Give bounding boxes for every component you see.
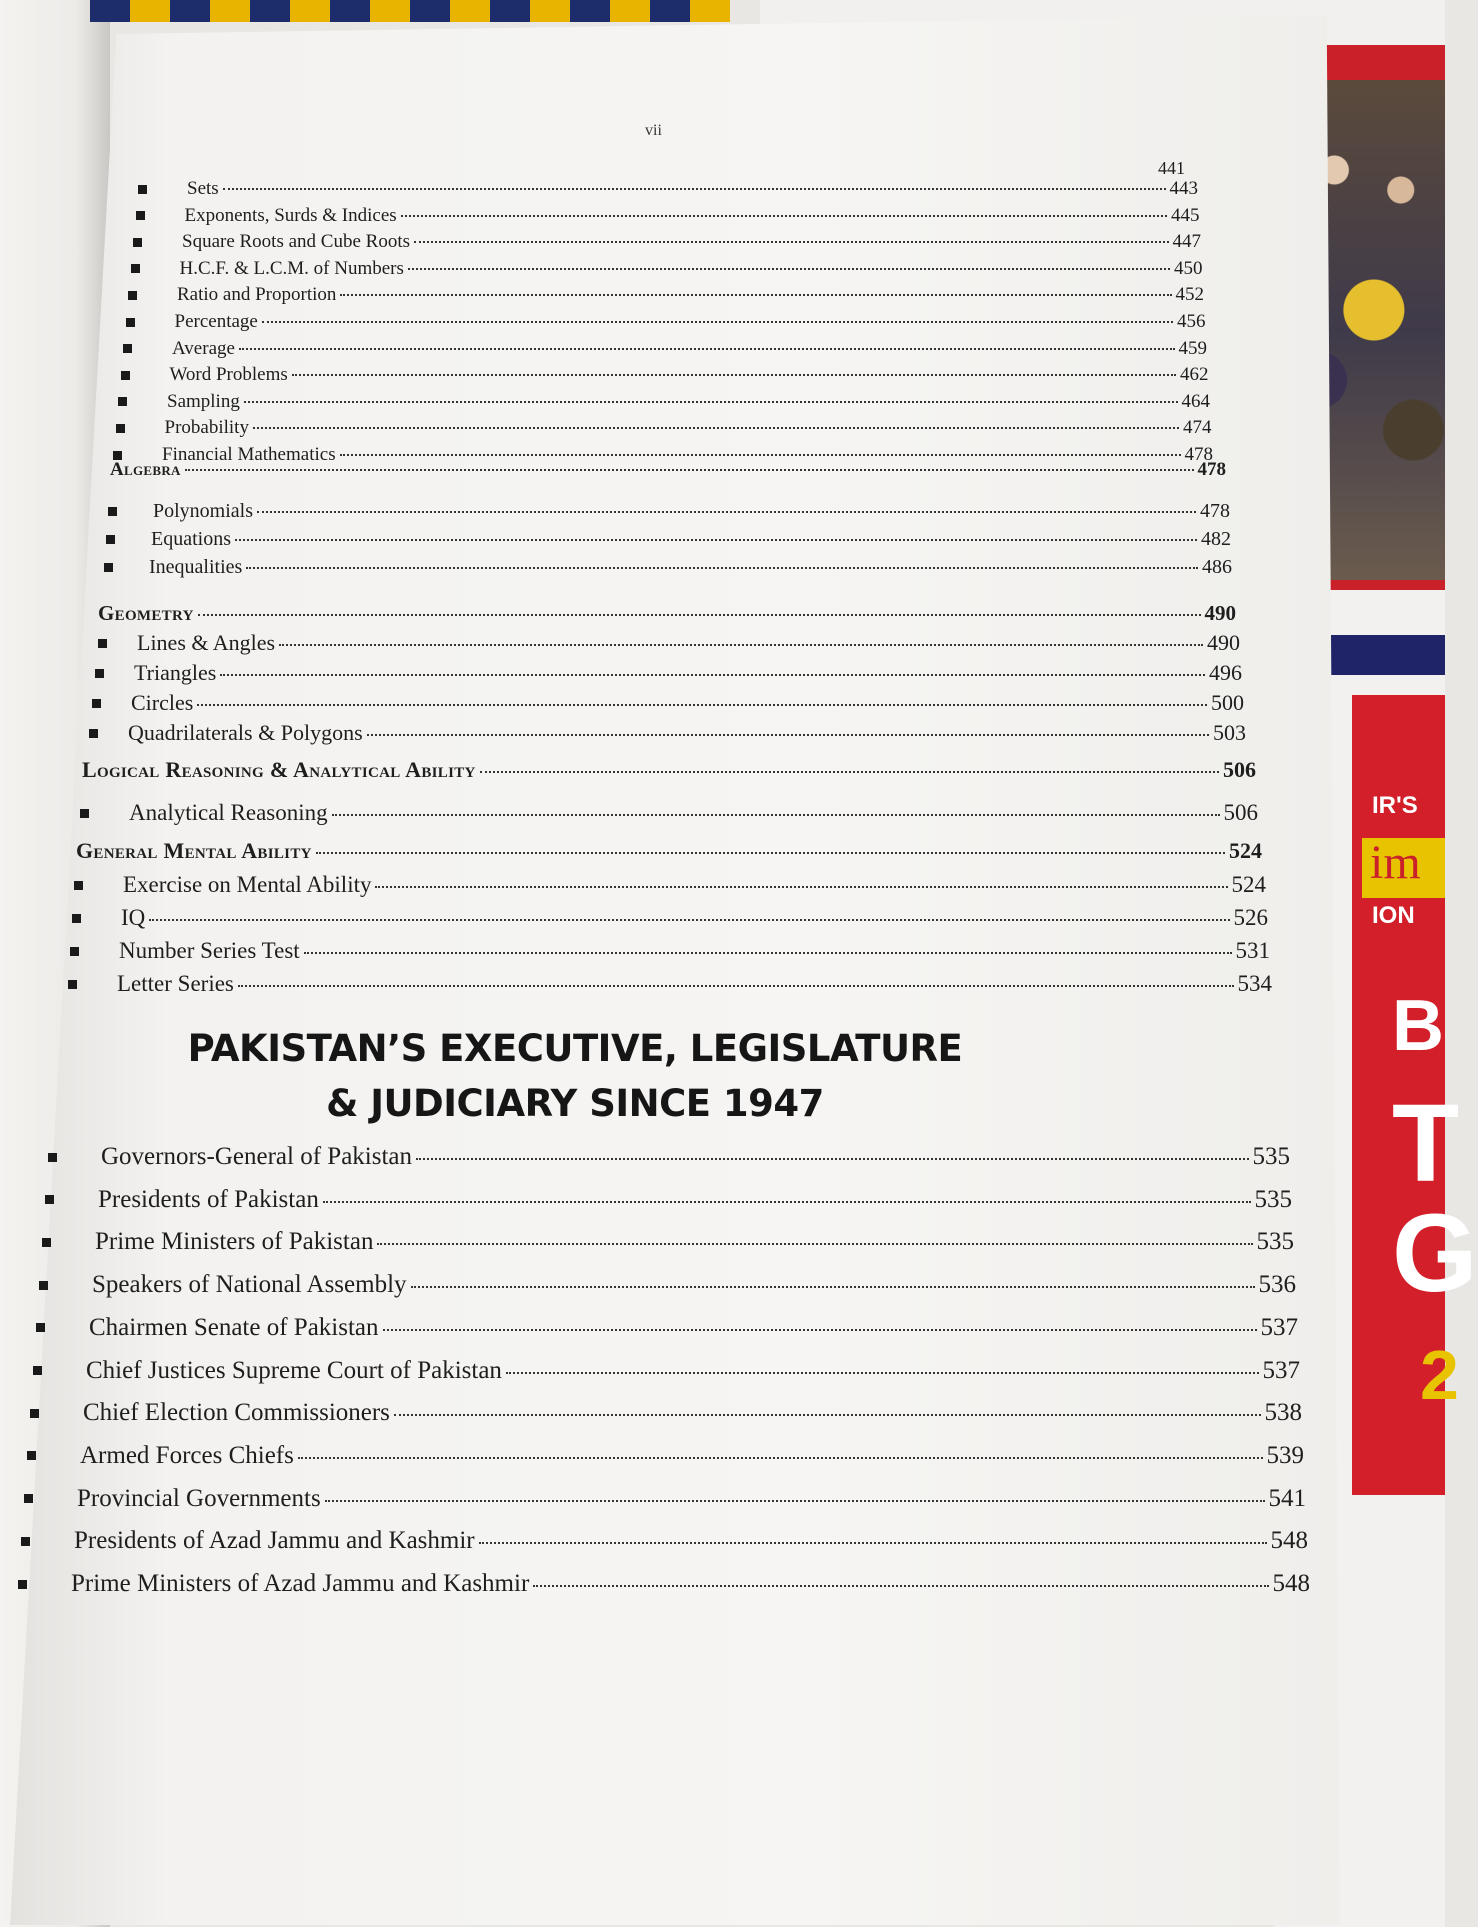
- toc-entry: [106, 528, 1231, 551]
- bullet-icon: [92, 699, 101, 708]
- bullet-icon: [33, 1366, 42, 1375]
- bullet-icon: [123, 344, 132, 353]
- bullet-icon: [104, 563, 113, 572]
- bullet-icon: [98, 639, 107, 648]
- entry-label: Square Roots and Cube Roots: [182, 231, 410, 253]
- entry-page-number: 478: [1184, 444, 1213, 465]
- leader-dots: [414, 241, 1169, 243]
- leader-dots: [479, 1542, 1267, 1544]
- bullet-icon: [36, 1323, 45, 1332]
- entry-page-number: 447: [1172, 231, 1201, 253]
- bullet-icon: [136, 211, 145, 220]
- leader-dots: [401, 215, 1167, 217]
- leader-dots: [253, 427, 1179, 429]
- bullet-icon: [24, 1494, 33, 1503]
- toc-entry: [138, 178, 1198, 200]
- section-title-line2: & JUDICIARY SINCE 1947: [326, 1082, 824, 1125]
- entry-page-number: 534: [1237, 971, 1272, 996]
- bullet-icon: [121, 371, 130, 380]
- entry-page-number: 452: [1175, 284, 1204, 306]
- toc-entry: [126, 311, 1206, 333]
- leader-dots: [375, 886, 1227, 888]
- book-text-4: B: [1392, 986, 1444, 1066]
- entry-page-number: 500: [1211, 690, 1244, 715]
- entry-page-number: 524: [1231, 872, 1266, 897]
- entry-label: Quadrilaterals & Polygons: [128, 720, 363, 745]
- toc-entry: [131, 258, 1203, 280]
- leader-dots: [197, 704, 1207, 706]
- entry-label: Chairmen Senate of Pakistan: [89, 1313, 379, 1341]
- leader-dots: [340, 454, 1181, 456]
- entry-label: Probability: [164, 417, 249, 439]
- entry-label: Exponents, Surds & Indices: [184, 204, 397, 226]
- leader-dots: [533, 1585, 1268, 1587]
- toc-entry: [118, 391, 1210, 413]
- entry-label: Percentage: [174, 311, 258, 332]
- entry-page-number: 531: [1235, 938, 1270, 963]
- toc-heading-logical-reasoning: [82, 757, 1256, 783]
- bullet-icon: [95, 669, 104, 678]
- entry-page-number: 506: [1223, 800, 1258, 825]
- leader-dots: [198, 614, 1201, 616]
- toc-entry: [68, 971, 1272, 997]
- entry-label: Ratio and Proportion: [177, 284, 337, 306]
- entry-page-number: 524: [1229, 838, 1262, 863]
- leader-dots: [408, 268, 1170, 270]
- leader-dots: [383, 1329, 1257, 1331]
- entry-label: IQ: [121, 905, 146, 930]
- entry-page-number: 486: [1202, 556, 1232, 578]
- entry-label: Inequalities: [149, 556, 243, 578]
- overflow-page-number: 441: [1158, 158, 1185, 178]
- leader-dots: [394, 1414, 1261, 1416]
- entry-page-number: 474: [1183, 417, 1212, 439]
- leader-dots: [279, 644, 1203, 646]
- toc-entry: [45, 1186, 1292, 1214]
- entry-page-number: 503: [1213, 720, 1246, 745]
- entry-page-number: 462: [1180, 364, 1209, 386]
- leader-dots: [323, 1201, 1251, 1203]
- entry-page-number: 541: [1268, 1484, 1306, 1512]
- entry-label: Exercise on Mental Ability: [123, 872, 372, 897]
- bullet-icon: [27, 1451, 36, 1460]
- entry-label: Presidents of Azad Jammu and Kashmir: [74, 1527, 475, 1555]
- toc-entry: [74, 872, 1266, 898]
- leader-dots: [239, 348, 1175, 350]
- entry-label: Analytical Reasoning: [129, 800, 328, 825]
- toc-entry: [121, 364, 1209, 386]
- toc-entry: [42, 1228, 1294, 1256]
- toc-entry: [116, 417, 1212, 439]
- entry-page-number: 490: [1207, 630, 1240, 655]
- toc-entry: [80, 800, 1258, 826]
- leader-dots: [367, 734, 1209, 736]
- entry-page-number: 548: [1270, 1527, 1308, 1555]
- toc-entry: [18, 1570, 1310, 1598]
- toc-entry: [123, 338, 1207, 360]
- book-text-3: ION: [1372, 902, 1415, 929]
- toc-entry: [27, 1442, 1304, 1470]
- entry-label: Chief Justices Supreme Court of Pakistan: [86, 1356, 502, 1384]
- entry-label: Presidents of Pakistan: [98, 1185, 319, 1213]
- toc-entry: [21, 1527, 1308, 1555]
- book-text-6: G: [1392, 1192, 1478, 1315]
- toc-entry: [70, 938, 1270, 964]
- toc-entry: [136, 205, 1200, 227]
- leader-dots: [220, 674, 1205, 676]
- leader-dots: [304, 952, 1232, 954]
- entry-page-number: 464: [1181, 390, 1210, 412]
- entry-label: Word Problems: [169, 364, 288, 386]
- entry-page-number: 535: [1256, 1228, 1294, 1256]
- entry-page-number: 537: [1262, 1356, 1300, 1384]
- toc-entry: [39, 1271, 1296, 1299]
- section-title-line1: PAKISTAN’S EXECUTIVE, LEGISLATURE: [187, 1027, 963, 1070]
- entry-label: Armed Forces Chiefs: [80, 1441, 294, 1469]
- entry-page-number: 539: [1266, 1441, 1304, 1469]
- entry-label: Geometry: [98, 601, 194, 625]
- leader-dots: [340, 294, 1171, 296]
- bullet-icon: [116, 424, 125, 433]
- entry-page-number: 538: [1264, 1399, 1302, 1427]
- bullet-icon: [89, 729, 98, 738]
- entry-page-number: 443: [1169, 178, 1198, 199]
- entry-label: Triangles: [134, 660, 217, 685]
- leader-dots: [298, 1457, 1263, 1459]
- entry-label: Equations: [151, 528, 231, 550]
- leader-dots: [332, 814, 1220, 816]
- toc-entry: [133, 231, 1201, 253]
- toc-heading-general-mental-ability: [76, 838, 1262, 864]
- book-text-5: T: [1392, 1082, 1460, 1205]
- entry-page-number: 456: [1177, 311, 1206, 332]
- entry-page-number: 478: [1200, 500, 1230, 522]
- bullet-icon: [106, 535, 115, 544]
- page-number: vii: [645, 122, 662, 139]
- bullet-icon: [70, 947, 79, 956]
- bullet-icon: [30, 1409, 39, 1418]
- entry-label: General Mental Ability: [76, 838, 312, 863]
- leader-dots: [246, 567, 1198, 569]
- entry-page-number: 445: [1171, 204, 1200, 226]
- toc-entry: [108, 500, 1230, 523]
- entry-page-number: 459: [1178, 337, 1207, 359]
- entry-page-number: 496: [1209, 660, 1242, 685]
- entry-label: Logical Reasoning & Analytical Ability: [82, 757, 476, 782]
- entry-label: Speakers of National Assembly: [92, 1271, 407, 1299]
- toc-entry: [33, 1357, 1300, 1385]
- toc-entry: [30, 1399, 1302, 1427]
- leader-dots: [325, 1500, 1265, 1502]
- entry-label: Provincial Governments: [77, 1484, 321, 1512]
- leader-dots: [257, 511, 1196, 513]
- entry-page-number: 490: [1204, 601, 1236, 625]
- toc-entry: [36, 1314, 1298, 1342]
- entry-label: Governors-General of Pakistan: [101, 1143, 413, 1170]
- leader-dots: [238, 985, 1234, 987]
- bullet-icon: [131, 264, 140, 273]
- entry-page-number: 526: [1233, 905, 1268, 930]
- toc-entry: [95, 660, 1242, 686]
- bullet-icon: [128, 291, 137, 300]
- leader-dots: [416, 1158, 1248, 1160]
- bullet-icon: [80, 809, 89, 818]
- entry-label: Average: [172, 337, 235, 359]
- entry-page-number: 548: [1272, 1570, 1310, 1597]
- bullet-icon: [126, 318, 135, 327]
- entry-page-number: 535: [1252, 1143, 1290, 1170]
- entry-page-number: 506: [1223, 757, 1256, 782]
- leader-dots: [377, 1243, 1252, 1245]
- bullet-icon: [133, 238, 142, 247]
- book-text-7: 2: [1420, 1336, 1459, 1414]
- leader-dots: [149, 919, 1229, 921]
- bullet-icon: [138, 185, 147, 194]
- bullet-icon: [18, 1580, 27, 1589]
- toc-entry: [104, 556, 1232, 579]
- bullet-icon: [108, 507, 117, 516]
- bullet-icon: [42, 1238, 51, 1247]
- entry-page-number: 537: [1260, 1313, 1298, 1341]
- entry-label: Chief Election Commissioners: [83, 1399, 390, 1427]
- entry-label: Circles: [131, 690, 194, 715]
- entry-page-number: 450: [1174, 257, 1203, 279]
- book-text-1: IR'S: [1372, 792, 1418, 819]
- leader-dots: [262, 321, 1173, 323]
- entry-label: Sets: [187, 178, 219, 199]
- leader-dots: [292, 374, 1176, 376]
- toc-entry: [89, 720, 1246, 746]
- entry-label: Prime Ministers of Azad Jammu and Kashmir: [71, 1570, 530, 1597]
- entry-label: Number Series Test: [119, 938, 300, 963]
- entry-page-number: 478: [1197, 459, 1226, 480]
- entry-label: Financial Mathematics: [162, 444, 336, 465]
- entry-label: Polynomials: [153, 500, 254, 522]
- entry-label: Algebra: [110, 459, 181, 480]
- entry-page-number: 535: [1254, 1185, 1292, 1213]
- bullet-icon: [21, 1537, 30, 1546]
- toc-entry: [72, 905, 1268, 931]
- entry-label: Sampling: [167, 390, 240, 412]
- leader-dots: [411, 1286, 1255, 1288]
- leader-dots: [506, 1372, 1259, 1374]
- toc-entry: [48, 1143, 1290, 1171]
- entry-page-number: 482: [1201, 528, 1231, 550]
- toc-entry: [24, 1485, 1306, 1513]
- leader-dots: [244, 401, 1178, 403]
- leader-dots: [185, 469, 1194, 471]
- toc-entry: [98, 630, 1240, 656]
- entry-page-number: 536: [1258, 1271, 1296, 1299]
- toc-heading-geometry: [98, 601, 1236, 626]
- toc-heading-algebra: [110, 459, 1226, 481]
- toc-entry: [92, 690, 1244, 716]
- leader-dots: [235, 539, 1197, 541]
- entry-label: Prime Ministers of Pakistan: [95, 1228, 374, 1256]
- entry-label: Letter Series: [117, 971, 234, 996]
- leader-dots: [316, 852, 1225, 854]
- top-book-cover-strip: [90, 0, 730, 22]
- bullet-icon: [72, 914, 81, 923]
- entry-label: Lines & Angles: [137, 630, 276, 655]
- bullet-icon: [39, 1281, 48, 1290]
- bullet-icon: [118, 397, 127, 406]
- bullet-icon: [74, 881, 83, 890]
- bullet-icon: [45, 1195, 54, 1204]
- leader-dots: [223, 188, 1166, 190]
- book-text-2: im: [1370, 836, 1421, 889]
- bullet-icon: [68, 980, 77, 989]
- bullet-icon: [48, 1153, 57, 1162]
- leader-dots: [480, 771, 1219, 773]
- entry-label: H.C.F. & L.C.M. of Numbers: [179, 257, 404, 279]
- toc-entry: [128, 284, 1204, 306]
